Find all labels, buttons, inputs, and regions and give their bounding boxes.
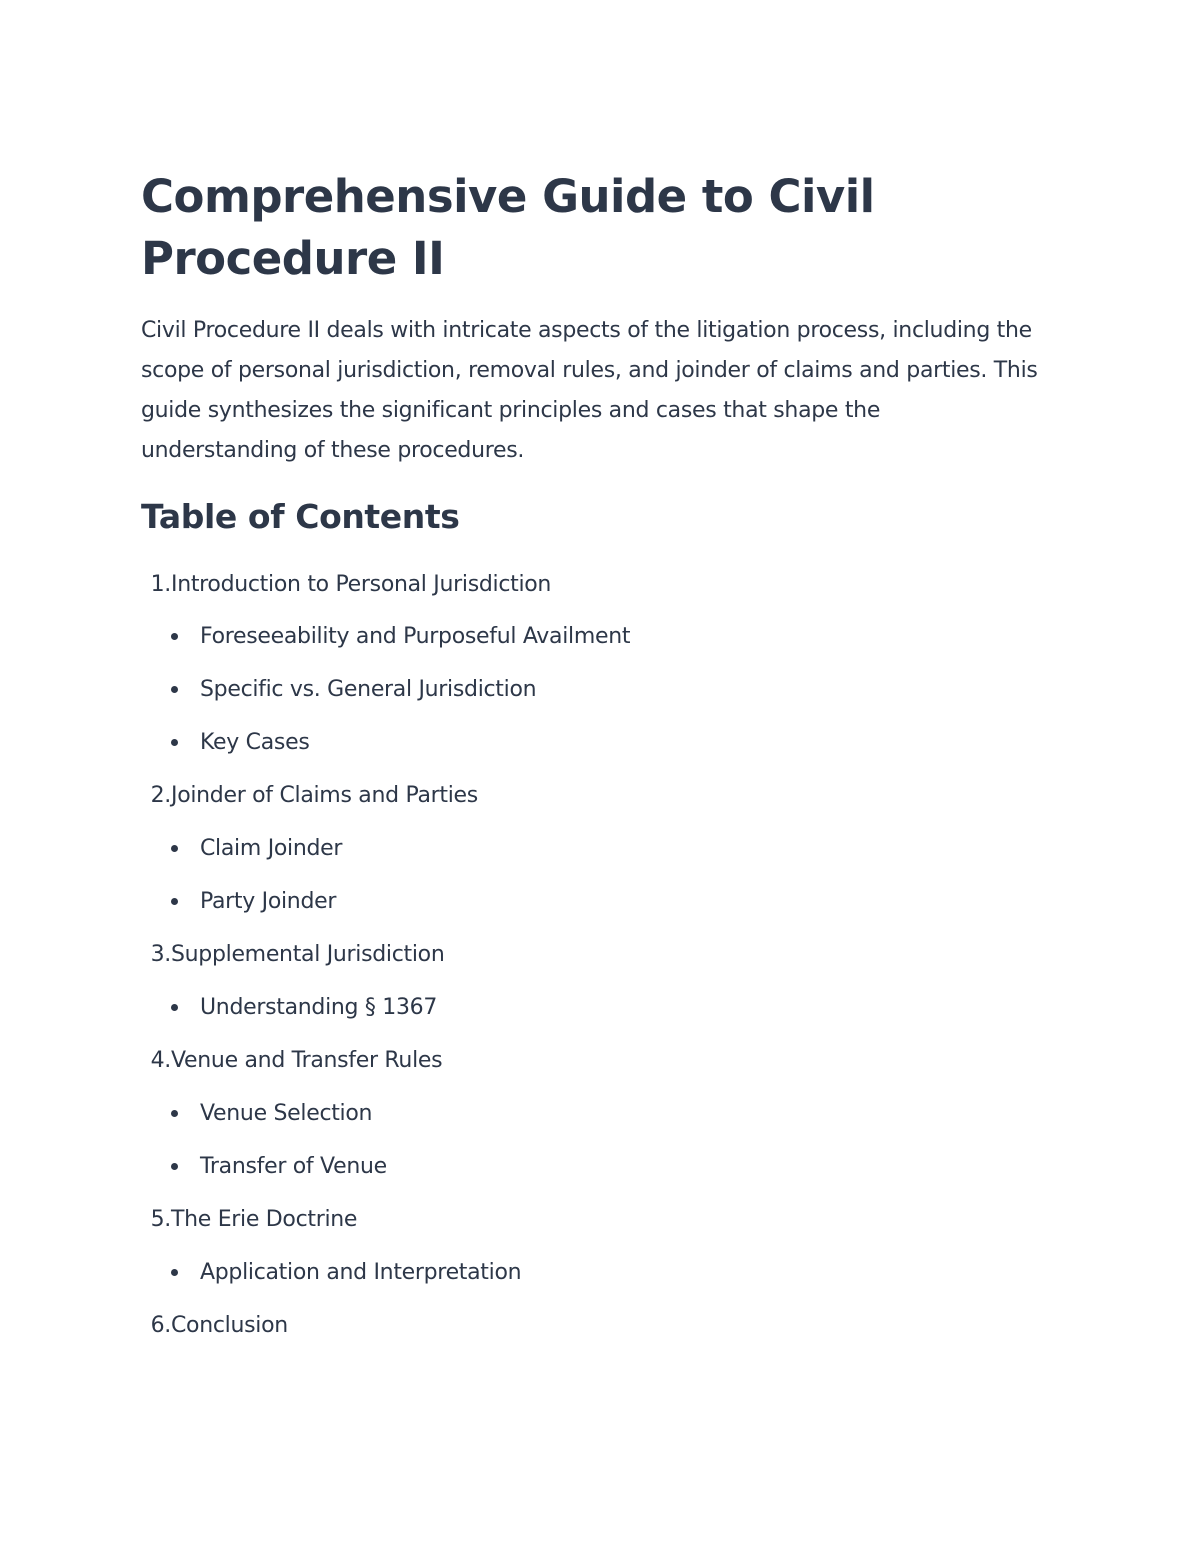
toc-subitem: [171, 669, 536, 709]
toc-heading: Table of Contents: [141, 497, 460, 536]
toc-item-label: Supplemental Jurisdiction: [171, 941, 445, 967]
toc-subitem-label: Claim Joinder: [200, 835, 343, 861]
toc-subitem-label: Key Cases: [200, 729, 310, 755]
toc-item-number: 6.: [150, 1312, 171, 1338]
toc-subitem: [171, 987, 437, 1027]
toc-subitem: [171, 828, 342, 868]
toc-item-number: 2.: [150, 782, 171, 808]
toc-subitem-label: Venue Selection: [200, 1100, 373, 1126]
toc-item-personal-jurisdiction: [141, 564, 551, 604]
toc-subitem-label: Application and Interpretation: [200, 1259, 522, 1285]
bullet-icon: [171, 845, 178, 852]
toc-subitem-label: Transfer of Venue: [200, 1153, 387, 1179]
toc-item-label: Joinder of Claims and Parties: [171, 782, 478, 808]
document-title: Comprehensive Guide to Civil Procedure II: [141, 170, 875, 285]
toc-subitem: [171, 722, 309, 762]
bullet-icon: [171, 1110, 178, 1117]
toc-subitem-label: Foreseeability and Purposeful Availment: [200, 623, 631, 649]
toc-subitem-label: Party Joinder: [200, 888, 337, 914]
toc-item-joinder: [141, 775, 478, 815]
intro-paragraph: Civil Procedure II deals with intricate aspects of the litigation process, including the scope of personal jurisdiction, removal rules, and joinder of claims and parties. This guide synthesizes the significant principles and cases that shape the understanding of these procedures.: [141, 318, 1038, 463]
toc-item-number: 5.: [150, 1206, 171, 1232]
toc-item-label: Conclusion: [171, 1312, 288, 1338]
toc-item-venue-transfer: [141, 1040, 442, 1080]
toc-item-label: Venue and Transfer Rules: [171, 1047, 443, 1073]
toc-subitem: [171, 1093, 372, 1133]
bullet-icon: [171, 898, 178, 905]
toc-subitem-label: Understanding § 1367: [200, 994, 438, 1020]
toc-item-number: 3.: [150, 941, 171, 967]
toc-item-number: 1.: [150, 571, 171, 597]
toc-subitem: [171, 1252, 521, 1292]
toc-item-label: The Erie Doctrine: [171, 1206, 358, 1232]
bullet-icon: [171, 686, 178, 693]
toc-subitem: [171, 616, 630, 656]
toc-item-erie-doctrine: [141, 1199, 357, 1239]
toc-subitem: [171, 881, 336, 921]
toc-item-number: 4.: [150, 1047, 171, 1073]
bullet-icon: [171, 633, 178, 640]
bullet-icon: [171, 739, 178, 746]
toc-subitem: [171, 1146, 387, 1186]
bullet-icon: [171, 1269, 178, 1276]
bullet-icon: [171, 1163, 178, 1170]
toc-item-supplemental-jurisdiction: [141, 934, 444, 974]
toc-item-label: Introduction to Personal Jurisdiction: [171, 571, 552, 597]
bullet-icon: [171, 1004, 178, 1011]
toc-item-conclusion: [141, 1305, 288, 1345]
toc-subitem-label: Specific vs. General Jurisdiction: [200, 676, 537, 702]
